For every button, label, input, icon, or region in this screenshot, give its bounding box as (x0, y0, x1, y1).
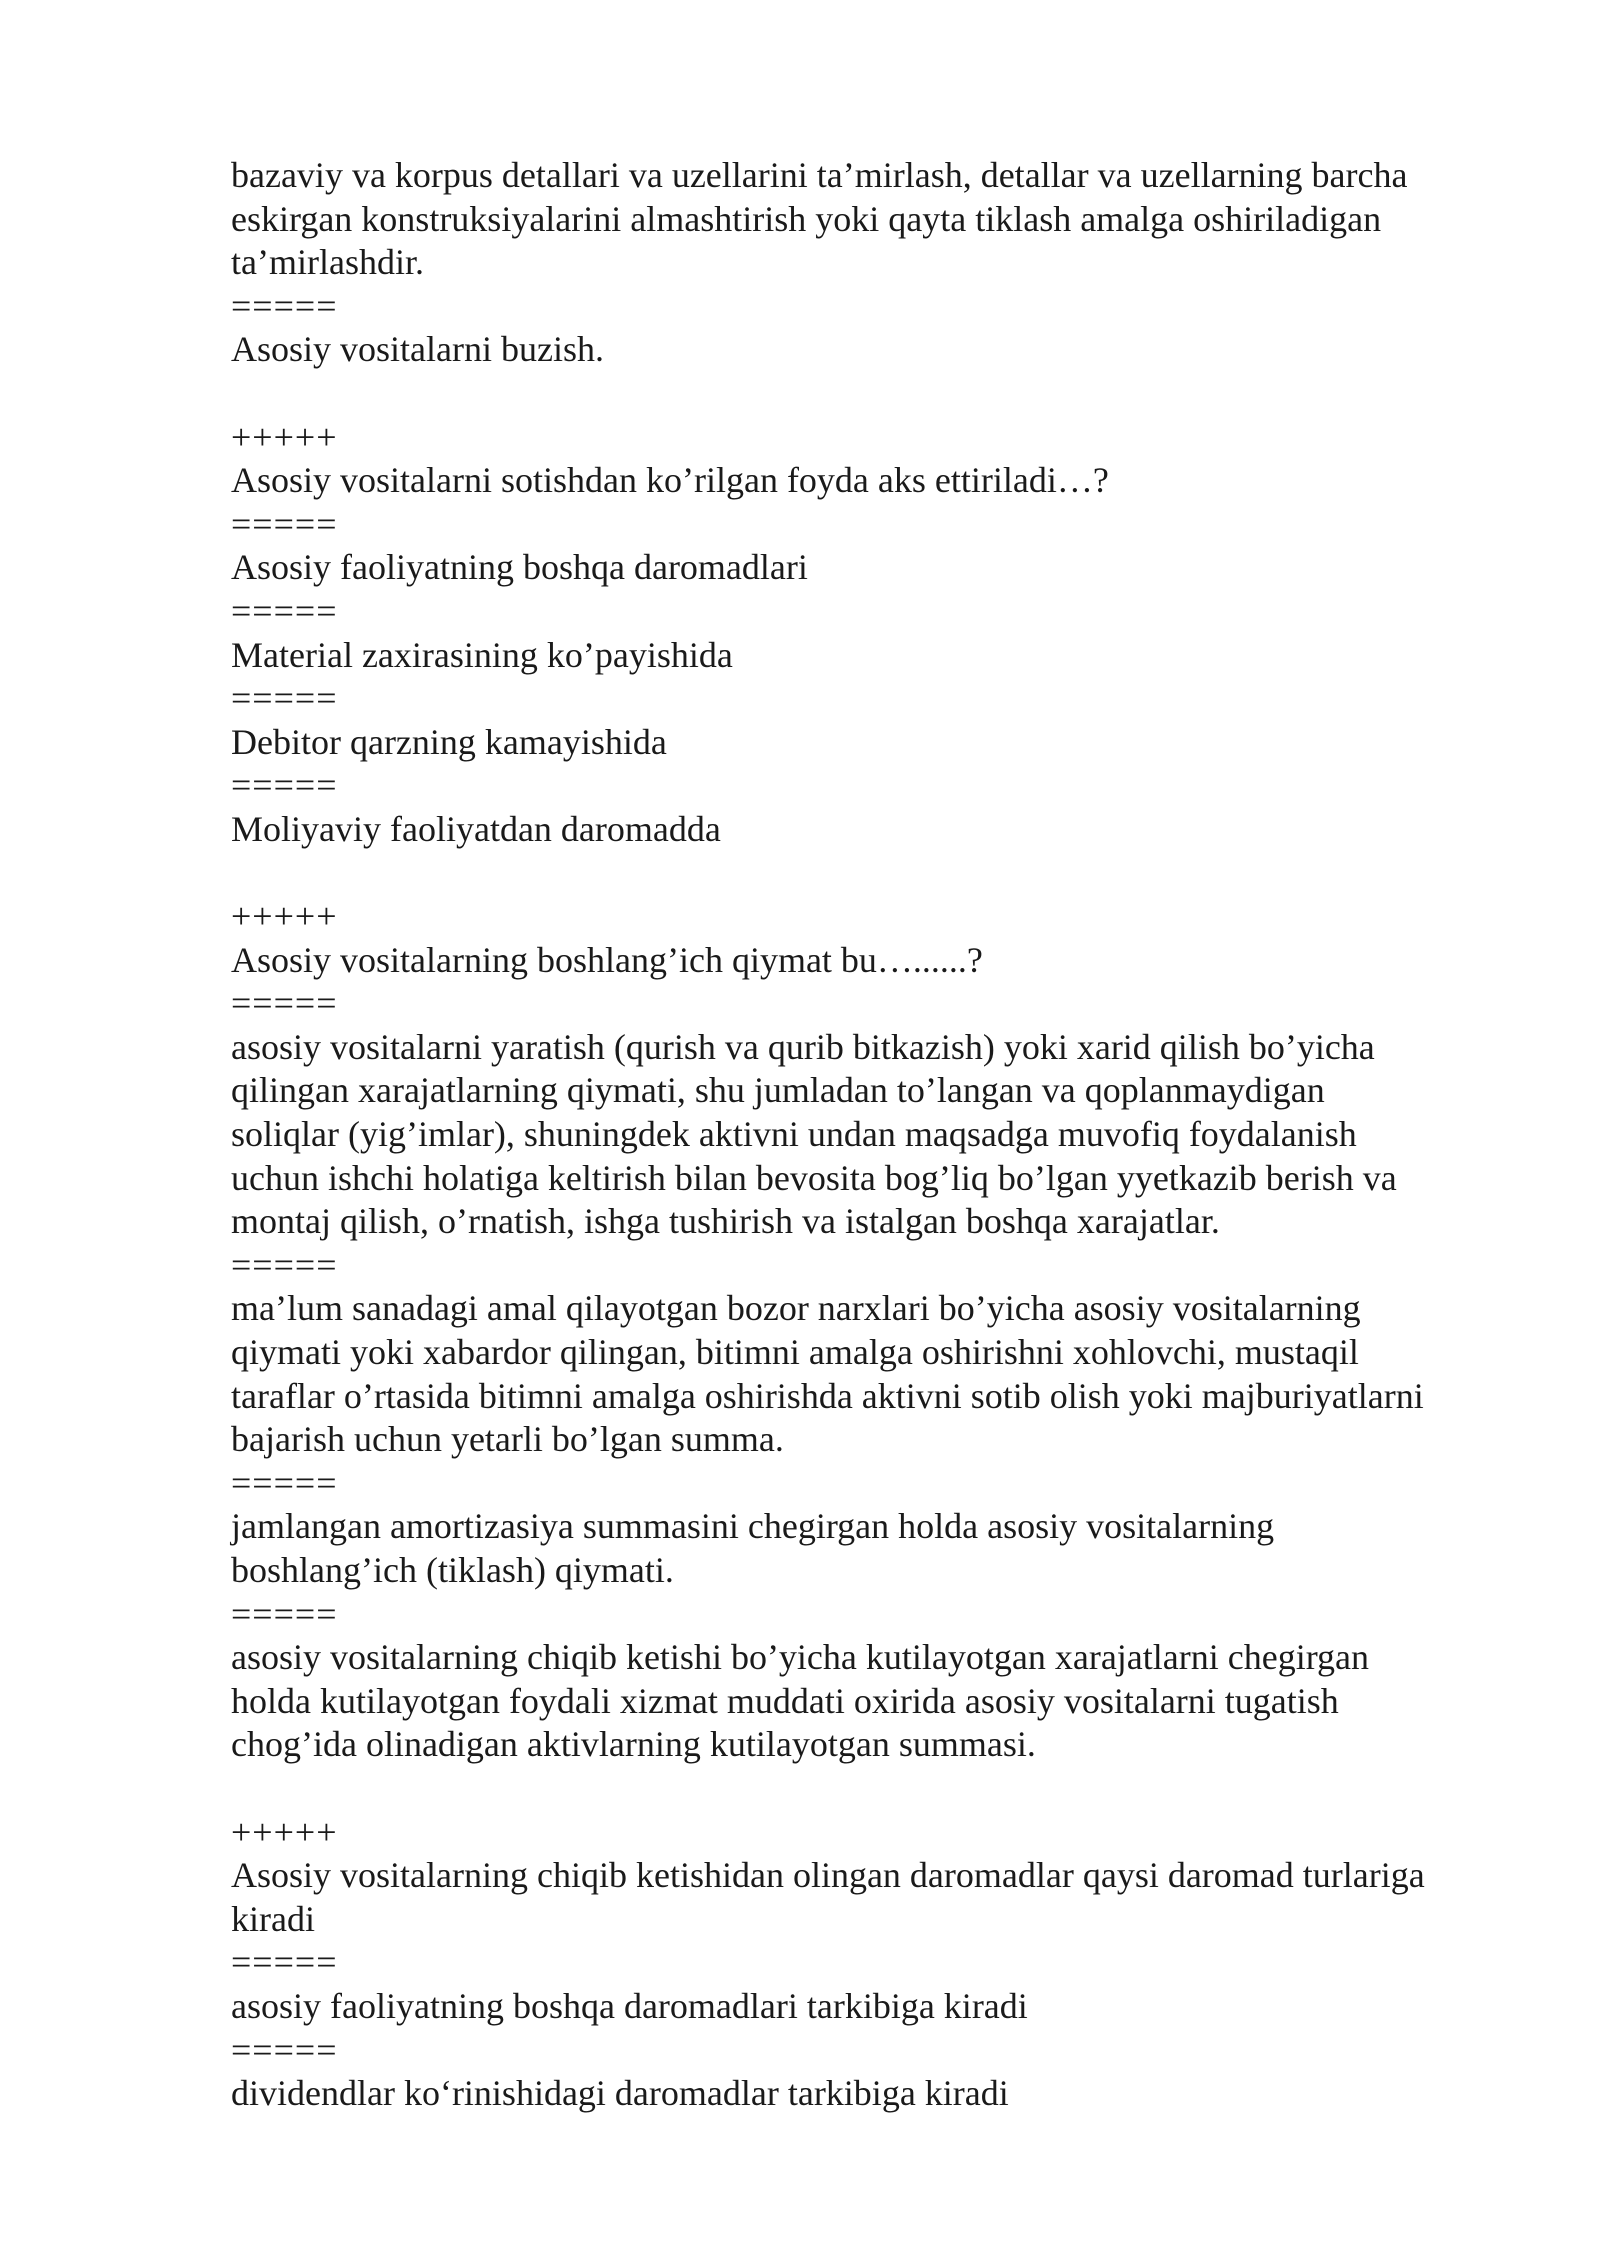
text-line: Asosiy faoliyatning boshqa daromadlari (231, 547, 808, 588)
answer-separator: ===== (231, 765, 338, 806)
text-line: uchun ishchi holatiga keltirish bilan bevosita bog’liq bo’lgan yyetkazib berish va (231, 1157, 1397, 1198)
answer-separator: ===== (231, 2029, 338, 2070)
text-line: dividendlar koʻrinishidagi daromadlar tarkibiga kiradi (231, 2073, 1009, 2114)
answer-separator: ===== (231, 1593, 338, 1634)
text-block (231, 808, 1521, 852)
blank-line (231, 1767, 1521, 1811)
text-line: jamlangan amortizasiya summasini chegirgan holda asosiy vositalarning (231, 1506, 1275, 1547)
text-line: Debitor qarzning kamayishida (231, 721, 667, 762)
document-page (231, 154, 1521, 2116)
question-separator: +++++ (231, 896, 338, 937)
text-block (231, 1505, 1521, 1592)
text-line: qilingan xarajatlarning qiymati, shu jumladan to’langan va qoplanmaydigan (231, 1070, 1325, 1111)
text-line: asosiy vositalarning chiqib ketishi bo’yicha kutilayotgan xarajatlarni chegirgan (231, 1637, 1370, 1678)
answer-separator: ===== (231, 1462, 338, 1503)
text-line: ta’mirlashdir. (231, 242, 424, 283)
text-block (231, 546, 1521, 590)
text-block (231, 2072, 1521, 2116)
text-block (231, 1636, 1521, 1767)
question-separator: +++++ (231, 1811, 338, 1852)
text-line: ma’lum sanadagi amal qilayotgan bozor narxlari bo’yicha asosiy vositalarning (231, 1288, 1361, 1329)
text-line: qiymati yoki xabardor qilingan, bitimni amalga oshirishni xohlovchi, mustaqil (231, 1332, 1359, 1373)
text-block (231, 328, 1521, 372)
text-line: chog’ida olinadigan aktivlarning kutilayotgan summasi. (231, 1724, 1036, 1765)
answer-separator: ===== (231, 503, 338, 544)
answer-separator: ===== (231, 678, 338, 719)
text-line: Asosiy vositalarni buzish. (231, 329, 604, 370)
blank-line (231, 372, 1521, 416)
text-line: eskirgan konstruksiyalarini almashtirish yoki qayta tiklash amalga oshiriladigan (231, 198, 1382, 239)
text-block (231, 459, 1521, 503)
text-line: Moliyaviy faoliyatdan daromadda (231, 808, 721, 849)
text-line: asosiy vositalarni yaratish (qurish va qurib bitkazish) yoki xarid qilish bo’yicha (231, 1026, 1375, 1067)
text-block (231, 634, 1521, 678)
answer-separator: ===== (231, 1244, 338, 1285)
text-line: Asosiy vositalarning chiqib ketishidan olingan daromadlar qaysi daromad turlariga (231, 1855, 1425, 1896)
text-line: montaj qilish, o’rnatish, ishga tushirish va istalgan boshqa xarajatlar. (231, 1201, 1220, 1242)
question-separator: +++++ (231, 416, 338, 457)
text-block (231, 154, 1521, 285)
text-line: boshlang’ich (tiklash) qiymati. (231, 1550, 674, 1590)
text-line: Material zaxirasining ko’payishida (231, 634, 733, 675)
text-block (231, 939, 1521, 983)
answer-separator: ===== (231, 285, 338, 326)
text-line: soliqlar (yig’imlar), shuningdek aktivni undan maqsadga muvofiq foydalanish (231, 1114, 1357, 1155)
text-block (231, 721, 1521, 765)
text-block (231, 1854, 1521, 1941)
text-line: taraflar o’rtasida bitimni amalga oshirishda aktivni sotib olish yoki majburiyatlarni (231, 1375, 1424, 1416)
text-block (231, 1026, 1521, 1244)
answer-separator: ===== (231, 1942, 338, 1983)
text-line: bazaviy va korpus detallari va uzellarini ta’mirlash, detallar va uzellarning barcha (231, 155, 1408, 195)
text-block (231, 1985, 1521, 2029)
text-line: holda kutilayotgan foydali xizmat muddati oxirida asosiy vositalarni tugatish (231, 1680, 1339, 1721)
answer-separator: ===== (231, 590, 338, 631)
text-line: Asosiy vositalarni sotishdan ko’rilgan foyda aks ettiriladi…? (231, 460, 1109, 501)
text-line: Asosiy vositalarning boshlang’ich qiymat bu…......? (231, 939, 983, 980)
text-line: bajarish uchun yetarli bo’lgan summa. (231, 1419, 784, 1460)
text-line: kiradi (231, 1898, 315, 1939)
answer-separator: ===== (231, 983, 338, 1024)
text-block (231, 1287, 1521, 1461)
blank-line (231, 852, 1521, 896)
text-line: asosiy faoliyatning boshqa daromadlari tarkibiga kiradi (231, 1985, 1028, 2026)
